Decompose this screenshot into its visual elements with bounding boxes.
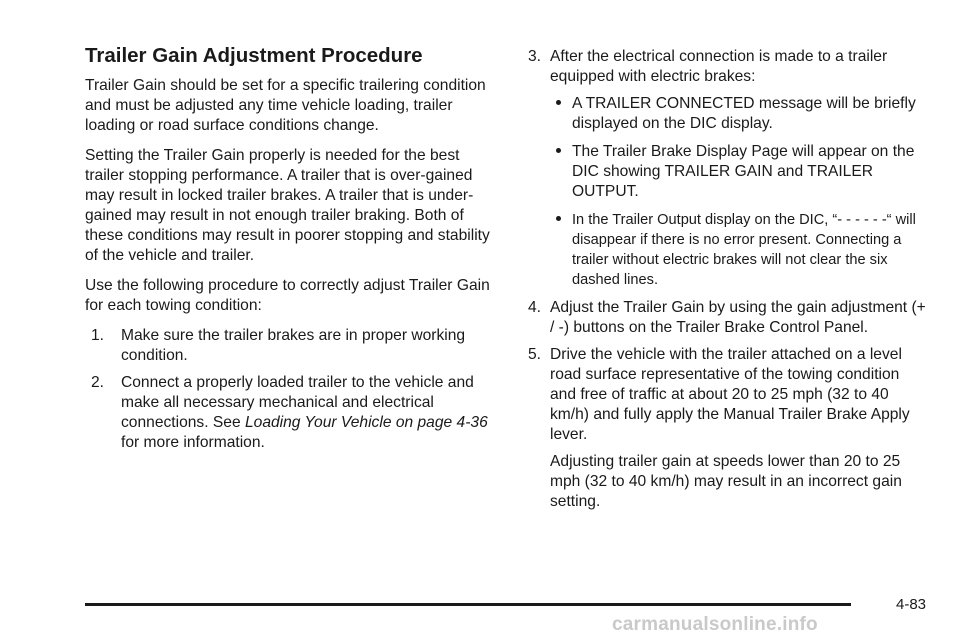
step-text: Drive the vehicle with the trailer attached on a level road surface representative of the towing condition and free of traffic at about 20 to 25 mph (32 to 40 km/h) and fully apply the Manual Trailer Brake Apply lever. [550,346,910,443]
gain-paragraph: Setting the Trailer Gain properly is needed for the best trailer stopping performance. A trailer that is over-gained may result in locked trailer brakes. A trailer that is under-gained may result in not enough trailer braking. Both of these conditions may result in poorer stopping and stability of the vehicle and trailer. [85,147,490,264]
step-number: 3. [528,48,542,65]
step-3 [528,47,928,87]
step-number: 1. [91,327,105,344]
step-number: 5. [528,346,542,363]
step-1 [91,326,495,366]
bullet-icon [556,100,561,105]
right-column [528,47,928,520]
step-text: Adjust the Trailer Gain by using the gain adjustment (+ / -) buttons on the Trailer Brake Control Panel. [550,299,926,336]
bullet-item [550,210,928,290]
page-number: 4-83 [896,596,927,613]
page-title: Trailer Gain Adjustment Procedure [85,44,423,67]
speed-note: Adjusting trailer gain at speeds lower than 20 to 25 mph (32 to 40 km/h) may result in an incorrect gain setting. [550,453,902,510]
step-4 [528,298,928,338]
bullet-item [550,142,928,202]
bullet-text: In the Trailer Output display on the DIC, “- - - - - -“ will disappear if there is no error present. Connecting a trailer without electric brakes will not clear the six dashed lines. [572,212,916,288]
step-number: 4. [528,299,542,316]
bullet-item [550,94,928,134]
footer-rule [85,603,851,606]
cross-reference-link[interactable]: Loading Your Vehicle on page 4-36 [244,414,488,431]
bullet-text: A TRAILER CONNECTED message will be briefly displayed on the DIC display. [572,95,916,132]
bullet-icon [556,216,561,221]
step-5 [528,345,928,445]
bullet-icon [556,148,561,153]
left-column [85,44,495,460]
step-text: After the electrical connection is made to a trailer equipped with electric brakes: [550,48,888,85]
watermark: carmanualsonline.info [612,614,818,635]
step-text-after: for more information. [121,434,265,451]
procedure-paragraph: Use the following procedure to correctly adjust Trailer Gain for each towing condition: [85,277,490,314]
step-number: 2. [91,374,105,391]
bullet-text: The Trailer Brake Display Page will appear on the DIC showing TRAILER GAIN and TRAILER OUTPUT. [572,143,915,200]
step-text: Connect a properly loaded trailer to the vehicle and make all necessary mechanical and electrical connections. See [121,374,474,431]
intro-paragraph: Trailer Gain should be set for a specific trailering condition and must be adjusted any time vehicle loading, trailer loading or road surface conditions change. [85,77,486,134]
step-text: Make sure the trailer brakes are in proper working condition. [121,327,466,364]
step-2 [91,373,495,453]
